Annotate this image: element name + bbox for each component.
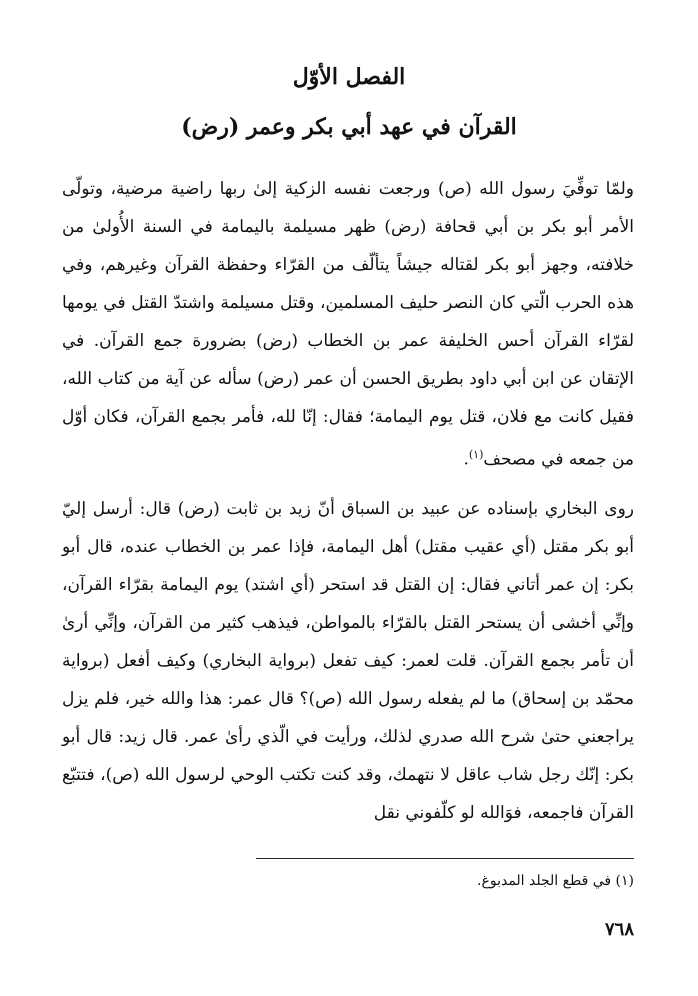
paragraph-1-end: . — [463, 449, 469, 470]
footnote-reference: (١) — [468, 448, 484, 461]
footnote: (١) في قطع الجلد المدبوغ. — [477, 873, 634, 889]
chapter-subtitle: القرآن في عهد أبي بكر وعمر (رض) — [181, 114, 517, 140]
paragraph-2: روى البخاري بإسناده عن عبيد بن السباق أنّ زيد بن ثابت (رض) قال: أرسل إليّ أبو بكر مقتل (أي عقيب مقتل) أهل اليمامة، فإذا عمر بن الخطاب عنده، قال أبو بكر: إن عمر أتاني فقال: إن القتل قد استحر (أي اشتد) يوم اليمامة بقرّاء القرآن، وإنِّي أخشى أن يستحر القتل بالقرّاء بالمواطن، فيذهب كثير من القرآن، وإنِّي أرىٰ أن تأمر بجمع القرآن. قلت لعمر: كيف تفعل (برواية البخاري) وكيف أفعل (برواية محمّد بن إسحاق) ما لم يفعله رسول الله (ص)؟ قال عمر: هذا والله خير، فلم يزل يراجعني حتىٰ شرح الله صدري لذلك، ورأيت في الّذي رأىٰ عمر. قال زيد: قال أبو بكر: إنّك رجل شاب عاقل لا نتهمك، وقد كنت تكتب الوحي لرسول الله (ص)، فتتبّع القرآن فاجمعه، فوَالله لو كلّفوني نقل — [62, 499, 634, 823]
chapter-title: الفصل الأوّل — [292, 64, 406, 90]
paragraph-1-text: ولمّا توفِّيَ رسول الله (ص) ورجعت نفسه الزكية إلىٰ ربها راضية مرضية، وتولّى الأمر أبو بكر بن أبي قحافة (رض) ظهر مسيلمة باليمامة في السنة الأُولىٰ من خلافته، وجهز أبو بكر لقتاله جيشاً يتألّف من القرّاء وحفظة القرآن وغيرهم، وفي هذه الحرب الّتي كان النصر حليف المسلمين، وقتل مسيلمة واشتدّ القتل في يومها لقرّاء القرآن أحس الخليفة عمر بن الخطاب (رض) بضرورة جمع القرآن. في الإتقان عن ابن أبي داود بطريق الحسن أن عمر (رض) سأله عن آية من كتاب الله، فقيل كانت مع فلان، قتل يوم اليمامة؛ فقال: إنّا لله، فأمر بجمع القرآن، فكان أوّل من جمعه في مصحف — [62, 179, 634, 470]
paragraph-1 — [62, 170, 634, 479]
footnote-divider — [256, 858, 634, 859]
page-number: ٧٦٨ — [604, 919, 634, 940]
